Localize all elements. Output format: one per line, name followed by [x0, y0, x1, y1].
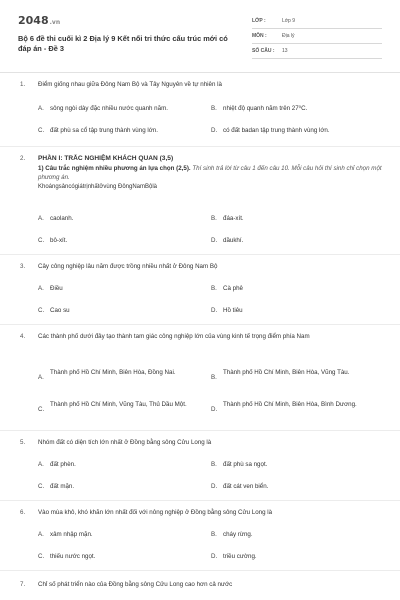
option-c[interactable]: [38, 236, 208, 245]
option-letter: D.: [211, 553, 218, 560]
meta-row-subject: [252, 29, 382, 44]
option-text: cháy rừng.: [223, 531, 253, 538]
option-b[interactable]: [211, 214, 381, 223]
question-separator: [0, 500, 400, 501]
option-b[interactable]: [211, 104, 381, 113]
option-text: dầukhí.: [223, 237, 244, 244]
section-instruction: [38, 164, 384, 182]
question-number: 4.: [20, 333, 26, 340]
option-text: bô-xít.: [50, 237, 68, 244]
option-text: Thành phố Hồ Chí Minh, Biên Hòa, Đồng Nai.: [50, 369, 176, 376]
meta-row-class: [252, 14, 382, 29]
option-letter: B.: [211, 285, 217, 292]
option-d[interactable]: [211, 552, 381, 561]
option-text: caolanh.: [50, 215, 74, 222]
option-text: đất cát ven biển.: [223, 483, 269, 490]
option-text: đất phù sa ngọt.: [223, 461, 268, 468]
document-meta: [252, 14, 382, 59]
option-letter: B.: [211, 461, 217, 468]
option-letter: C.: [38, 127, 45, 134]
option-c[interactable]: [38, 400, 196, 414]
document-header: [0, 0, 400, 72]
option-letter: A.: [38, 105, 44, 112]
option-a[interactable]: [38, 214, 208, 223]
option-letter: B.: [211, 374, 217, 381]
meta-row-count: [252, 44, 382, 59]
option-text: thiếu nước ngọt.: [50, 553, 96, 560]
option-b[interactable]: [211, 284, 381, 293]
option-text: xâm nhập mặn.: [50, 531, 93, 538]
option-a[interactable]: [38, 284, 208, 293]
question-7: [20, 580, 384, 590]
question-number: 2.: [20, 155, 26, 162]
question-4-options: [38, 360, 384, 426]
question-2: [20, 154, 384, 192]
question-text: Khoángsảncógiátrịnhấtởvùng ĐôngNamBộlà: [38, 184, 158, 190]
meta-key: SỐ CÂU :: [252, 48, 275, 54]
option-letter: C.: [38, 483, 45, 490]
option-letter: A.: [38, 461, 44, 468]
question-separator: [0, 254, 400, 255]
question-2-options: [38, 206, 384, 250]
option-b[interactable]: [211, 530, 381, 539]
header-divider: [0, 72, 400, 73]
option-c[interactable]: [38, 482, 208, 491]
option-text: Thành phố Hồ Chí Minh, Biên Hòa, Bình Dương.: [223, 401, 357, 408]
option-c[interactable]: [38, 126, 208, 135]
question-number: 5.: [20, 439, 26, 446]
question-text: Nhóm đất có diện tích lớn nhất ở Đồng bằng sông Cửu Long là: [38, 439, 212, 446]
option-text: sông ngòi dày đặc nhiều nước quanh năm.: [50, 105, 168, 112]
option-text: đất phèn.: [50, 461, 76, 468]
option-text: đáa-xít.: [223, 215, 244, 222]
question-text: Các thành phố dưới đây tạo thành tam giác công nghiệp lớn của vùng kinh tế trọng điểm phía Nam: [38, 333, 310, 340]
option-b[interactable]: [211, 368, 381, 382]
option-letter: D.: [211, 127, 218, 134]
option-letter: C.: [38, 553, 45, 560]
instruction-italic: Thí sinh trả lời từ câu 1 đến câu 10. Mỗi câu hỏi thí sinh chỉ chọn một phương án.: [38, 165, 382, 181]
option-letter: B.: [211, 105, 217, 112]
option-text: Cà phê: [223, 285, 243, 292]
option-c[interactable]: [38, 306, 208, 315]
option-letter: C.: [38, 237, 45, 244]
option-d[interactable]: [211, 126, 383, 135]
question-separator: [0, 146, 400, 147]
option-text: Điều: [50, 285, 63, 292]
option-letter: B.: [211, 215, 217, 222]
option-d[interactable]: [211, 400, 381, 414]
option-letter: C.: [38, 406, 45, 413]
question-3-options: [38, 280, 384, 320]
meta-key: LỚP :: [252, 18, 266, 24]
option-letter: C.: [38, 307, 45, 314]
option-letter: D.: [211, 307, 218, 314]
question-separator: [0, 430, 400, 431]
option-a[interactable]: [38, 530, 208, 539]
option-letter: D.: [211, 483, 218, 490]
option-letter: A.: [38, 285, 44, 292]
question-separator: [0, 324, 400, 325]
question-5-options: [38, 456, 384, 496]
meta-value: Địa lý: [282, 33, 295, 39]
question-1-options: [38, 100, 384, 140]
document-title: Bộ 6 đề thi cuối kì 2 Địa lý 9 Kết nối tri thức cấu trúc mới có đáp án - Đề 3: [18, 34, 228, 53]
option-c[interactable]: [38, 552, 208, 561]
section-heading: PHẦN I: TRẮC NGHIỆM KHÁCH QUAN (3,5): [38, 155, 174, 162]
question-5: [20, 438, 384, 448]
option-letter: A.: [38, 215, 44, 222]
question-6: [20, 508, 384, 518]
question-separator: [0, 570, 400, 571]
option-d[interactable]: [211, 306, 381, 315]
option-d[interactable]: [211, 482, 381, 491]
option-text: đất phù sa cổ tập trung thành vùng lớn.: [50, 127, 158, 134]
question-number: 7.: [20, 581, 26, 588]
option-text: có đất badan tập trung thành vùng lớn.: [223, 127, 330, 134]
meta-value: 13: [282, 48, 288, 54]
meta-key: MÔN :: [252, 33, 267, 39]
option-text: Cao su: [50, 307, 70, 314]
question-text: Vào mùa khô, khó khăn lớn nhất đối với nông nghiệp ở Đồng bằng sông Cửu Long là: [38, 509, 273, 516]
question-number: 6.: [20, 509, 26, 516]
option-text: Thành phố Hồ Chí Minh, Vũng Tàu, Thủ Dầu Một.: [50, 401, 187, 408]
logo-text: 2048: [18, 14, 49, 27]
option-a[interactable]: [38, 104, 208, 113]
question-1: [20, 80, 384, 90]
option-d[interactable]: [211, 236, 381, 245]
option-text: đất mặn.: [50, 483, 75, 490]
option-text: Thành phố Hồ Chí Minh, Biên Hòa, Vũng Tàu.: [223, 369, 350, 376]
question-text: Cây công nghiệp lâu năm được trồng nhiều nhất ở Đông Nam Bộ: [38, 263, 218, 270]
question-number: 1.: [20, 81, 26, 88]
option-text: triều cường.: [223, 553, 257, 560]
option-letter: B.: [211, 531, 217, 538]
question-6-options: [38, 526, 384, 566]
question-text: Chỉ số phát triển nào của Đồng bằng sông Cửu Long cao hơn cả nước: [38, 581, 233, 588]
option-text: Hồ tiêu: [223, 307, 243, 314]
option-letter: D.: [211, 237, 218, 244]
instruction-bold: 1) Câu trắc nghiệm nhiều phương án lựa chọn (2,5).: [38, 165, 191, 172]
question-number: 3.: [20, 263, 26, 270]
question-4: [20, 332, 384, 342]
option-letter: A.: [38, 374, 44, 381]
option-a[interactable]: [38, 460, 208, 469]
option-b[interactable]: [211, 460, 381, 469]
logo-domain: .vn: [49, 19, 61, 26]
question-3: [20, 262, 384, 272]
option-text: nhiệt độ quanh năm trên 27⁰C.: [223, 105, 308, 112]
option-a[interactable]: [38, 368, 196, 382]
meta-value: Lớp 9: [282, 18, 296, 24]
option-letter: A.: [38, 531, 44, 538]
site-logo[interactable]: [18, 14, 60, 27]
option-letter: D.: [211, 406, 218, 413]
question-text: Điểm giống nhau giữa Đông Nam Bộ và Tây Nguyên về tự nhiên là: [38, 81, 222, 88]
